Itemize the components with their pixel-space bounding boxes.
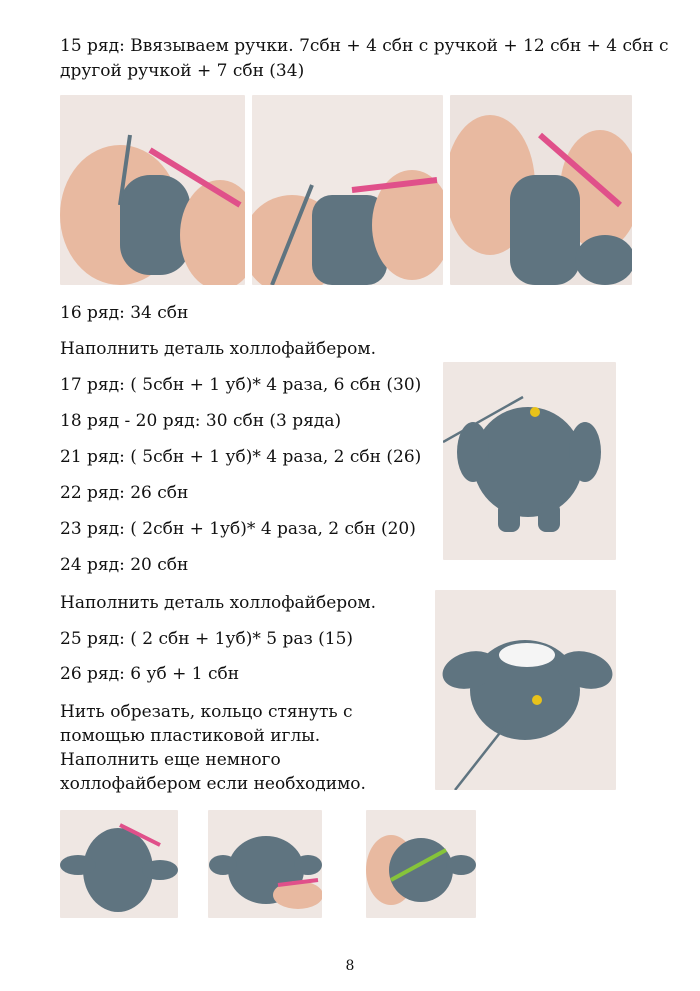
- photo-step-3-hands-hook: [450, 95, 632, 285]
- photo-bottom-3: [366, 810, 476, 918]
- final-instruction-line-2: помощью пластиковой иглы.: [60, 726, 321, 746]
- row-15-line-1: 15 ряд: Ввязываем ручки. 7сбн + 4 сбн с ручкой + 12 сбн + 4 сбн с: [60, 36, 669, 56]
- photo-step-2-hands-hook: [252, 95, 443, 285]
- row-22: 22 ряд: 26 сбн: [60, 483, 189, 503]
- row-17: 17 ряд: ( 5сбн + 1 уб)* 4 раза, 6 сбн (30): [60, 375, 422, 395]
- row-25: 25 ряд: ( 2 сбн + 1уб)* 5 раз (15): [60, 629, 354, 649]
- photo-body-stuffed: [435, 590, 616, 790]
- row-18-20: 18 ряд - 20 ряд: 30 сбн (3 ряда): [60, 411, 342, 431]
- final-instruction-line-1: Нить обрезать, кольцо стянуть с: [60, 702, 353, 722]
- photo-bottom-1: [60, 810, 178, 918]
- row-23: 23 ряд: ( 2сбн + 1уб)* 4 раза, 2 сбн (20): [60, 519, 416, 539]
- fill-instruction-1: Наполнить деталь холлофайбером.: [60, 339, 377, 359]
- row-26: 26 ряд: 6 уб + 1 сбн: [60, 664, 240, 684]
- final-instruction-line-4: холлофайбером если необходимо.: [60, 774, 366, 794]
- row-24: 24 ряд: 20 сбн: [60, 555, 189, 575]
- row-15-line-2: другой ручкой + 7 сбн (34): [60, 61, 305, 81]
- final-instruction-line-3: Наполнить еще немного: [60, 750, 281, 770]
- row-21: 21 ряд: ( 5сбн + 1 уб)* 4 раза, 2 сбн (26): [60, 447, 422, 467]
- photo-bottom-2: [208, 810, 322, 918]
- photo-step-1-hands-hook: [60, 95, 245, 285]
- photo-body-with-marker: [443, 362, 616, 560]
- page-number: 8: [345, 958, 355, 974]
- fill-instruction-2: Наполнить деталь холлофайбером.: [60, 593, 377, 613]
- row-16: 16 ряд: 34 сбн: [60, 303, 189, 323]
